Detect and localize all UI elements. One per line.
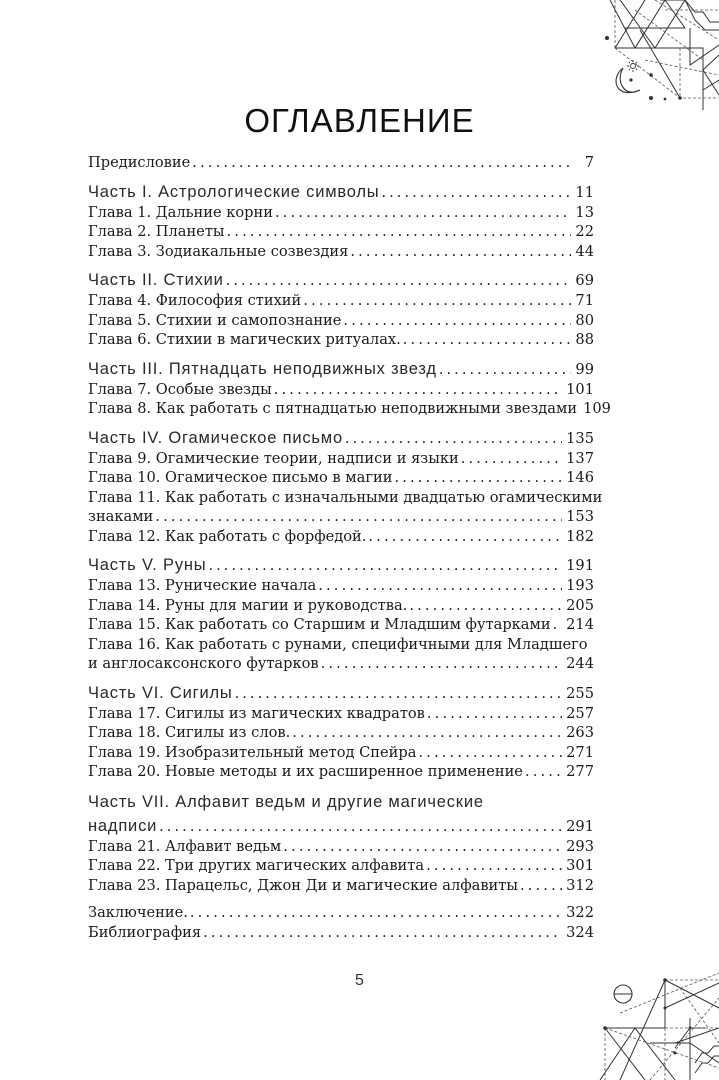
dot-leader <box>203 923 562 943</box>
chapter-label: Глава 16. Как работать с рунами, специфичными для Младшего <box>88 635 588 653</box>
chapter-label: Глава 5. Стихии и самопознание <box>88 311 342 329</box>
toc-chapter[interactable] <box>88 291 594 311</box>
dot-leader <box>381 181 571 203</box>
chapter-page: 44 <box>575 242 594 260</box>
dot-leader <box>427 704 562 724</box>
chapter-label: Глава 23. Парацельс, Джон Ди и магические алфавиты <box>88 876 518 894</box>
part-page: 69 <box>575 272 594 289</box>
part-page: 191 <box>566 557 594 574</box>
chapter-page: 312 <box>566 876 594 894</box>
dot-leader <box>226 269 572 291</box>
toc-chapter[interactable] <box>88 837 594 857</box>
chapter-label: Глава 19. Изобразительный метод Спейра <box>88 743 417 761</box>
toc-chapter[interactable] <box>88 576 594 596</box>
toc-part-4[interactable] <box>88 427 594 449</box>
geometric-theta-ornament-icon <box>590 968 719 1080</box>
toc-part-6[interactable] <box>88 682 594 704</box>
dot-leader <box>520 876 562 896</box>
part-page: 99 <box>575 360 594 378</box>
chapter-label: Глава 2. Планеты <box>88 223 225 240</box>
dot-leader <box>553 615 563 635</box>
chapter-label: Глава 18. Сигилы из слов. <box>88 724 291 741</box>
toc-part-5[interactable] <box>88 554 594 576</box>
chapter-label: Глава 1. Дальние корни <box>88 203 273 221</box>
toc-chapter[interactable] <box>88 222 594 242</box>
dot-leader <box>461 449 562 469</box>
dot-leader <box>275 203 571 223</box>
toc-chapter[interactable] <box>88 203 594 223</box>
toc-chapter-line2[interactable] <box>88 654 594 674</box>
entry-page: 324 <box>566 923 594 941</box>
chapter-label: Глава 10. Огамическое письмо в магии <box>88 469 393 486</box>
toc-chapter[interactable] <box>88 743 594 763</box>
chapter-page: 22 <box>575 223 594 240</box>
chapter-label: Глава 6. Стихии в магических ритуалах. <box>88 331 401 348</box>
toc-entry-preface[interactable] <box>88 153 594 173</box>
toc-part-1[interactable] <box>88 181 594 203</box>
part-page: 135 <box>566 429 594 447</box>
toc-chapter[interactable] <box>88 242 594 262</box>
part-page: 11 <box>575 183 594 201</box>
dot-leader <box>274 380 562 400</box>
dot-leader <box>418 743 562 763</box>
toc-chapter[interactable] <box>88 468 594 488</box>
chapter-label: Глава 3. Зодиакальные созвездия <box>88 242 349 260</box>
dot-leader <box>159 815 562 837</box>
part-label: Часть IV. Огамическое письмо <box>88 428 343 447</box>
chapter-label: Глава 11. Как работать с изначальными двадцатью огамическими <box>88 488 603 506</box>
dot-leader <box>343 311 571 331</box>
dot-leader <box>321 654 563 674</box>
dot-leader <box>525 762 562 782</box>
chapter-label: Глава 7. Особые звезды <box>88 380 272 398</box>
chapter-label: Глава 14. Руны для магии и руководства. <box>88 596 408 614</box>
toc-part-7-line2[interactable] <box>88 815 594 837</box>
part-label: Часть I. Астрологические символы <box>88 182 380 201</box>
chapter-page: 277 <box>566 763 594 780</box>
toc-chapter[interactable] <box>88 762 594 782</box>
part-page: 291 <box>566 817 594 835</box>
chapter-page: 257 <box>566 704 594 722</box>
geometric-moon-ornament-icon <box>585 0 719 110</box>
part-label: Часть VII. Алфавит ведьм и другие магические <box>88 792 484 811</box>
toc-chapter[interactable] <box>88 527 594 547</box>
chapter-page: 271 <box>566 743 594 761</box>
chapter-page: 13 <box>575 203 594 221</box>
chapter-label-continued: и англосаксонского футарков <box>88 655 319 672</box>
chapter-page: 263 <box>566 724 594 741</box>
toc-chapter[interactable] <box>88 380 594 400</box>
dot-leader <box>192 153 574 173</box>
chapter-label: Глава 22. Три других магических алфавита <box>88 857 425 874</box>
chapter-page: 80 <box>575 311 594 329</box>
dot-leader <box>155 507 562 527</box>
chapter-page: 88 <box>575 331 594 348</box>
toc-chapter[interactable] <box>88 330 594 350</box>
chapter-page: 205 <box>566 596 594 614</box>
chapter-page: 301 <box>566 857 594 874</box>
dot-leader <box>439 358 572 380</box>
chapter-page: 182 <box>566 527 594 545</box>
chapter-page: 109 <box>583 400 611 417</box>
table-of-contents <box>88 153 611 942</box>
toc-chapter[interactable] <box>88 876 594 896</box>
entry-label: Предисловие <box>88 154 191 171</box>
entry-page: 7 <box>584 154 594 171</box>
toc-part-2[interactable] <box>88 269 594 291</box>
toc-chapter[interactable] <box>88 399 611 419</box>
toc-chapter[interactable] <box>88 449 594 469</box>
toc-chapter[interactable] <box>88 615 594 635</box>
chapter-page: 153 <box>566 508 594 525</box>
toc-part-7-line1[interactable] <box>88 790 594 815</box>
toc-chapter-line1[interactable] <box>88 488 603 508</box>
chapter-label: Глава 9. Огамические теории, надписи и языки <box>88 449 459 467</box>
dot-leader <box>318 576 562 596</box>
toc-chapter-line2[interactable] <box>88 507 594 527</box>
part-label: Часть II. Стихии <box>88 271 224 289</box>
chapter-label: Глава 17. Сигилы из магических квадратов <box>88 704 425 722</box>
toc-entry-bibliography[interactable] <box>88 923 594 943</box>
chapter-page: 214 <box>566 616 594 633</box>
toc-chapter[interactable] <box>88 856 594 876</box>
chapter-page: 244 <box>566 655 594 672</box>
part-label: Часть V. Руны <box>88 556 207 574</box>
dot-leader <box>409 596 562 616</box>
toc-part-3[interactable] <box>88 358 594 380</box>
dot-leader <box>426 856 562 876</box>
chapter-label: Глава 4. Философия стихий <box>88 292 302 309</box>
chapter-label: Глава 12. Как работать с форфедой. <box>88 527 367 545</box>
chapter-label: Глава 13. Рунические начала <box>88 577 317 594</box>
entry-label: Библиография <box>88 923 202 941</box>
chapter-page: 193 <box>566 577 594 594</box>
part-label: Часть III. Пятнадцать неподвижных звезд <box>88 359 437 378</box>
dot-leader <box>350 242 571 262</box>
toc-chapter[interactable] <box>88 704 594 724</box>
chapter-page: 71 <box>575 292 594 309</box>
toc-chapter[interactable] <box>88 596 594 616</box>
part-label: Часть VI. Сигилы <box>88 683 233 702</box>
part-page: 255 <box>566 684 594 702</box>
dot-leader <box>190 903 562 923</box>
toc-entry-conclusion[interactable] <box>88 903 594 923</box>
dot-leader <box>394 468 562 488</box>
dot-leader <box>345 427 562 449</box>
chapter-page: 293 <box>566 837 594 855</box>
toc-chapter-line1[interactable] <box>88 635 594 655</box>
dot-leader <box>283 837 562 857</box>
page-title: ОГЛАВЛЕНИЕ <box>244 102 475 140</box>
dot-leader <box>208 554 562 576</box>
chapter-label: Глава 8. Как работать с пятнадцатью неподвижными звездами <box>88 400 578 417</box>
chapter-label: Глава 21. Алфавит ведьм <box>88 837 282 855</box>
chapter-page: 146 <box>566 469 594 486</box>
toc-chapter[interactable] <box>88 311 594 331</box>
chapter-label: Глава 15. Как работать со Старшим и Младшим футарками <box>88 616 551 633</box>
part-label-continued: надписи <box>88 816 158 835</box>
chapter-page: 101 <box>566 380 594 398</box>
chapter-page: 137 <box>566 449 594 467</box>
dot-leader <box>368 527 562 547</box>
dot-leader <box>227 222 572 242</box>
entry-label: Заключение. <box>88 904 188 921</box>
entry-page: 322 <box>566 904 594 921</box>
chapter-label-continued: знаками <box>88 508 154 525</box>
page-number: 5 <box>355 972 364 989</box>
dot-leader <box>303 291 571 311</box>
dot-leader <box>403 330 572 350</box>
dot-leader <box>235 682 563 704</box>
toc-chapter[interactable] <box>88 723 594 743</box>
dot-leader <box>292 723 562 743</box>
chapter-label: Глава 20. Новые методы и их расширенное применение <box>88 763 523 780</box>
